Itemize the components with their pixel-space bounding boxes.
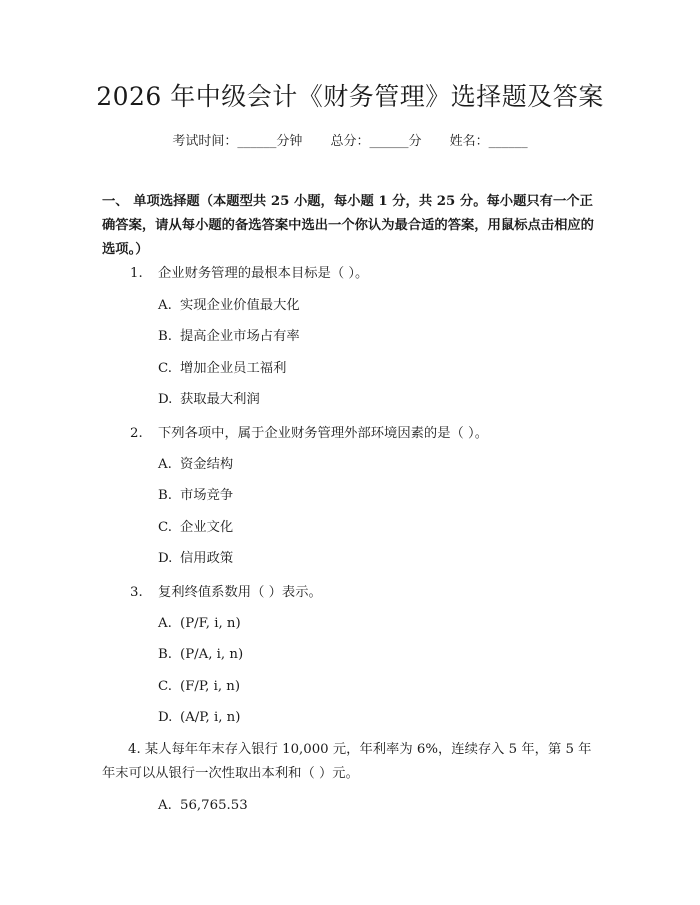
question-text: 某人每年年末存入银行 10,000 元，年利率为 6%，连续存入 5 年，第 5 年年末可以从银行一次性取出本利和（ ）元。 (102, 742, 592, 781)
question-2-option-c[interactable] (158, 518, 233, 538)
option-letter: A. (158, 457, 172, 472)
option-text: 企业文化 (180, 520, 234, 535)
option-letter: C. (158, 361, 172, 376)
question-number: 1. (130, 266, 143, 281)
exam-name-field: 姓名：______ (449, 134, 528, 149)
option-letter: D. (158, 710, 173, 725)
question-3-option-b[interactable] (158, 645, 243, 665)
question-1-option-c[interactable] (158, 359, 286, 379)
option-text: (A/P, i, n) (180, 710, 241, 725)
option-text: 获取最大利润 (180, 392, 260, 407)
question-text: 企业财务管理的最根本目标是（ ）。 (158, 266, 369, 281)
exam-score-field: 总分：______分 (330, 134, 422, 149)
option-text: 56,765.53 (180, 798, 248, 813)
question-2 (102, 422, 598, 446)
question-1-option-b[interactable] (158, 327, 300, 347)
question-number: 4. (128, 742, 141, 757)
section-heading: 一、 单项选择题（本题型共 25 小题，每小题 1 分，共 25 分。每小题只有一个正确答案，请从每小题的备选答案中选出一个你认为最合适的答案，用鼠标点击相应的选项。） (102, 194, 594, 257)
exam-time-field: 考试时间：______分钟 (172, 134, 303, 149)
question-2-option-b[interactable] (158, 486, 233, 506)
question-text: 下列各项中，属于企业财务管理外部环境因素的是（ ）。 (158, 426, 488, 441)
question-1 (102, 262, 598, 286)
option-text: 提高企业市场占有率 (180, 329, 300, 344)
question-2-option-d[interactable] (158, 549, 233, 569)
question-number: 3. (130, 585, 143, 600)
option-letter: A. (158, 616, 172, 631)
option-letter: A. (158, 298, 172, 313)
option-text: (P/F, i, n) (180, 616, 241, 631)
question-3-option-c[interactable] (158, 677, 240, 697)
option-text: 资金结构 (180, 457, 234, 472)
question-4-option-a[interactable] (158, 796, 248, 816)
option-letter: B. (158, 488, 172, 503)
option-letter: B. (158, 647, 172, 662)
option-letter: A. (158, 798, 172, 813)
question-3-option-d[interactable] (158, 708, 240, 728)
option-text: (P/A, i, n) (180, 647, 244, 662)
option-text: 增加企业员工福利 (180, 361, 287, 376)
question-4 (102, 738, 598, 786)
option-letter: D. (158, 392, 173, 407)
question-1-option-d[interactable] (158, 390, 260, 410)
question-3-option-a[interactable] (158, 614, 241, 634)
option-letter: C. (158, 520, 172, 535)
option-text: 市场竞争 (180, 488, 234, 503)
page-title: 2026 年中级会计《财务管理》选择题及答案 (96, 82, 604, 111)
option-letter: C. (158, 679, 172, 694)
question-2-option-a[interactable] (158, 455, 233, 475)
question-3 (102, 581, 598, 605)
option-letter: B. (158, 329, 172, 344)
question-number: 2. (130, 426, 143, 441)
option-text: (F/P, i, n) (180, 679, 241, 694)
exam-meta (0, 132, 700, 152)
option-text: 实现企业价值最大化 (180, 298, 300, 313)
option-letter: D. (158, 551, 173, 566)
question-1-option-a[interactable] (158, 296, 300, 316)
question-text: 复利终值系数用（ ）表示。 (158, 585, 322, 600)
option-text: 信用政策 (180, 551, 234, 566)
